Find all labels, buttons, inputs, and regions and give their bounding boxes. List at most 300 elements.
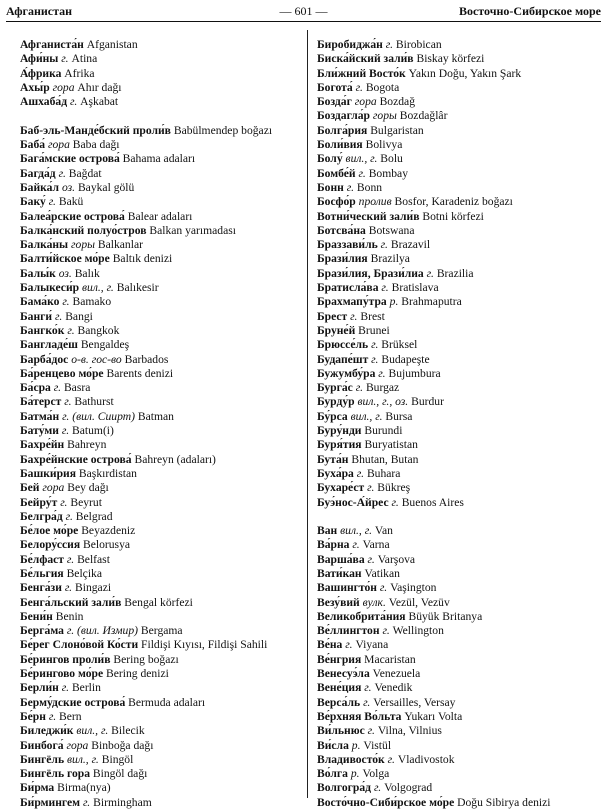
dictionary-entry [20, 181, 300, 195]
entry-translation: Beyazdeniz [81, 524, 136, 538]
entry-translation: Biskay körfezi [416, 52, 485, 66]
entry-headword: Бурга́с [317, 381, 353, 395]
entry-grammar-label: вулк. [362, 595, 386, 609]
dictionary-entry [317, 238, 602, 252]
entry-translation: Volga [362, 767, 390, 781]
entry-translation: Bolivya [365, 138, 403, 152]
dictionary-entry [20, 681, 300, 695]
entry-translation: Bingöl [101, 752, 134, 766]
entry-translation: Balkanlar [97, 238, 143, 252]
dictionary-entry [317, 410, 602, 424]
dictionary-entry [317, 267, 602, 281]
entry-translation: Vatikan [364, 566, 400, 580]
entry-grammar-label: о-в. гос-во [71, 352, 122, 366]
dictionary-entry [317, 367, 602, 381]
dictionary-entry [20, 152, 300, 166]
entry-grammar-label: г. [60, 495, 68, 509]
entry-grammar-label: г. [381, 281, 389, 295]
entry-translation: Bamako [72, 295, 112, 309]
dictionary-entry [317, 438, 602, 452]
dictionary-entry [317, 138, 602, 152]
entry-headword: Болу́ [317, 152, 343, 166]
entry-headword: Бама́ко [20, 295, 60, 309]
entry-translation: Balkan yarımadası [149, 223, 236, 237]
entry-headword: Батма́н [20, 409, 60, 423]
entry-headword: Владивосто́к [317, 752, 385, 766]
dictionary-entry [20, 310, 300, 324]
entry-headword: Богота́ [317, 80, 353, 94]
entry-headword: Брахмапу́тра [317, 295, 387, 309]
entry-headword: Бу́рса [317, 409, 348, 423]
entry-headword: Бруне́й [317, 323, 356, 337]
entry-translation: Bilecik [111, 724, 145, 738]
dictionary-entry [317, 152, 602, 166]
entry-grammar-label: г. [387, 752, 395, 766]
dictionary-entry [20, 167, 300, 181]
entry-headword: Баба́ [20, 138, 46, 152]
entry-grammar-label: вил., г. [66, 752, 99, 766]
dictionary-entry [20, 38, 300, 52]
entry-translation: Binboğa dağı [91, 738, 154, 752]
entry-grammar-label: оз. [58, 266, 72, 280]
entry-translation: Batum(i) [72, 424, 114, 438]
entry-translation: Bengal körfezi [124, 595, 193, 609]
entry-translation: Budapeşte [381, 352, 430, 366]
entry-headword: Бе́рн [20, 709, 46, 723]
entry-translation: Fildişi Kıyısı, Fildişi Sahili [141, 638, 268, 652]
dictionary-entry [20, 781, 300, 795]
entry-translation: Vistül [363, 738, 392, 752]
entry-translation: Van [374, 524, 393, 538]
entry-translation: Birma(nya) [57, 781, 111, 795]
entry-headword: Бомбе́й [317, 166, 356, 180]
entry-translation: Bratislava [391, 281, 439, 295]
entry-translation: Versailles, Versay [373, 695, 456, 709]
entry-translation: Bhutan, Butan [351, 452, 419, 466]
entry-translation: Benin [55, 609, 84, 623]
entry-grammar-label: г. [367, 481, 375, 495]
entry-headword: Ве́на [317, 638, 343, 652]
dictionary-entry [20, 510, 300, 524]
entry-headword: Берму́дские острова́ [20, 695, 126, 709]
entry-headword: Великобрита́ния [317, 609, 406, 623]
entry-grammar-label: г. [371, 352, 379, 366]
entry-translation: Bolu [380, 152, 403, 166]
entry-translation: Bağdat [68, 166, 102, 180]
dictionary-entry [20, 367, 300, 381]
entry-headword: Ба́сра [20, 381, 51, 395]
entry-translation: Bakü [58, 195, 84, 209]
entry-grammar-label: г. [64, 581, 73, 595]
entry-headword: Ван [317, 524, 338, 538]
entry-translation: Bergama [140, 624, 183, 638]
dictionary-entry [20, 324, 300, 338]
column-divider [307, 30, 308, 798]
entry-translation: Burgaz [365, 381, 400, 395]
entry-translation: Bükreş [377, 481, 411, 495]
entry-headword: Бе́лфаст [20, 552, 64, 566]
dictionary-entry [317, 524, 602, 538]
entry-grammar-label: г. [364, 681, 372, 695]
entry-headword: Ва́рна [317, 538, 350, 552]
entry-translation: Varna [362, 538, 390, 552]
entry-headword: Буру́нди [317, 424, 362, 438]
entry-headword: Бингёль гора [20, 767, 90, 781]
entry-headword: Барба́дос [20, 352, 69, 366]
dictionary-entry [317, 567, 602, 581]
entry-headword: Бута́н [317, 452, 349, 466]
entry-grammar-label: г. [53, 381, 62, 395]
entry-grammar-label: пролив [358, 195, 392, 209]
entry-translation: Afrika [64, 66, 95, 80]
entry-headword: Банги́ [20, 309, 53, 323]
entry-translation: Bingazi [75, 581, 112, 595]
dictionary-entry [20, 124, 300, 138]
entry-grammar-label: гора [47, 138, 70, 152]
entry-headword: Бангко́к [20, 323, 65, 337]
dictionary-entry [317, 553, 602, 567]
dictionary-entry [317, 753, 602, 767]
entry-headword: Ве́ллингтон [317, 624, 380, 638]
entry-translation: Viyana [355, 638, 389, 652]
entry-headword: Балеа́рские острова́ [20, 209, 125, 223]
header-right-guideword: Восточно-Сибирское море [458, 4, 601, 18]
dictionary-entry [20, 224, 300, 238]
entry-translation: Bosfor, Karadeniz boğazı [394, 195, 513, 209]
dictionary-entry [317, 67, 602, 81]
entry-headword: Балыкеси́р [20, 281, 80, 295]
entry-translation: Bey dağı [67, 481, 109, 495]
entry-headword: Брази́лия [317, 252, 368, 266]
dictionary-entry [317, 767, 602, 781]
entry-translation: Brahmaputra [401, 295, 462, 309]
entry-headword: Брази́лия, Брази́лиа [317, 266, 424, 280]
entry-headword: Буэ́нос-А́йрес [317, 495, 389, 509]
entry-headword: Би́рма [20, 781, 55, 795]
entry-grammar-label: гора [66, 738, 89, 752]
entry-headword: Верса́ль [317, 695, 361, 709]
entry-translation: Bern [59, 709, 82, 723]
entry-headword: Ви́сла [317, 738, 349, 752]
dictionary-entry [317, 324, 602, 338]
entry-headword: Болга́рия [317, 123, 368, 137]
dictionary-entry [20, 238, 300, 252]
entry-headword: Балти́йское мо́ре [20, 252, 110, 266]
entry-grammar-label: г. [382, 624, 390, 638]
entry-headword: Афганиста́н [20, 38, 84, 51]
entry-translation: Bozdağlâr [399, 109, 448, 123]
dictionary-entry [20, 67, 300, 81]
entry-headword: Ба́терст [20, 395, 62, 409]
page-header [6, 4, 601, 20]
entry-headword: Бахре́йн [20, 438, 65, 452]
entry-translation: Bangi [65, 309, 93, 323]
dictionary-entry [317, 653, 602, 667]
entry-grammar-label: г. [385, 38, 394, 51]
dictionary-entry [20, 710, 300, 724]
dictionary-entry [317, 638, 602, 652]
entry-translation: Brüksel [381, 338, 418, 352]
entry-headword: Боздагла́р [317, 109, 370, 123]
entry-headword: Биробиджа́н [317, 38, 383, 51]
entry-grammar-label: горы [71, 238, 95, 252]
entry-grammar-label: г. [367, 724, 375, 738]
entry-translation: Botni körfezi [422, 209, 484, 223]
entry-translation: Buryatistan [364, 438, 418, 452]
entry-translation: Venedik [374, 681, 413, 695]
dictionary-entry [20, 496, 300, 510]
entry-grammar-label: гора [52, 80, 75, 94]
entry-headword: Бенга́зи [20, 581, 62, 595]
entry-translation: Brazilia [436, 266, 474, 280]
entry-headword: Бе́рег Слоно́вой Ко́сти [20, 638, 139, 652]
dictionary-entry [20, 424, 300, 438]
dictionary-entry [20, 195, 300, 209]
entry-translation: Büyük Britanya [408, 609, 483, 623]
entry-grammar-label: г. [66, 552, 75, 566]
entry-grammar-label: г. [67, 323, 75, 337]
entry-headword: Брюссе́ль [317, 338, 369, 352]
dictionary-entry [20, 438, 300, 452]
entry-translation: Afganistan [86, 38, 138, 51]
dictionary-entry [20, 696, 300, 710]
dictionary-entry [20, 796, 300, 810]
entry-headword: Boтни́ческий зали́в [317, 209, 420, 223]
dictionary-entry [20, 453, 300, 467]
entry-grammar-label: г. [373, 781, 382, 795]
dictionary-entry [20, 638, 300, 652]
entry-headword: Бе́рингово мо́ре [20, 667, 104, 681]
entry-headword: Бозда́г [317, 95, 352, 109]
entry-grammar-label: горы [372, 109, 397, 123]
right-column [317, 38, 602, 810]
entry-translation: Belorusya [83, 538, 131, 552]
entry-grammar-label: г. [350, 309, 358, 323]
dictionary-entry [317, 124, 602, 138]
entry-headword: Бахре́йнские острова́ [20, 452, 132, 466]
entry-translation: Bogota [365, 80, 400, 94]
letter-section-gap [317, 510, 602, 524]
entry-headword: Бли́жний Восто́к [317, 66, 406, 80]
entry-grammar-label: г. [358, 166, 366, 180]
entry-headword: Бужумбу́ра [317, 366, 376, 380]
dictionary-entry [317, 467, 602, 481]
entry-headword: Бурду́р [317, 395, 355, 409]
entry-headword: Во́лга [317, 767, 348, 781]
entry-grammar-label: вил., г. [81, 281, 114, 295]
entry-translation: Berlin [71, 681, 101, 695]
dictionary-entry [317, 710, 602, 724]
entry-headword: Балка́ны [20, 238, 69, 252]
dictionary-entry [317, 581, 602, 595]
entry-translation: Burundi [364, 424, 403, 438]
entry-headword: А́фрика [20, 66, 62, 80]
dictionary-entry [20, 95, 300, 109]
dictionary-entry [317, 353, 602, 367]
entry-translation: Doğu Sibirya denizi [457, 795, 551, 809]
entry-grammar-label: р. [351, 738, 361, 752]
entry-headword: Бенга́льский зали́в [20, 595, 122, 609]
entry-translation: Vaşington [390, 581, 437, 595]
entry-headword: Бингёль [20, 752, 65, 766]
entry-grammar-label: г. [378, 366, 386, 380]
entry-translation: Babülmendep boğazı [173, 123, 273, 137]
dictionary-entry [317, 610, 602, 624]
entry-headword: Ве́рхняя Во́льта [317, 709, 402, 723]
entry-headword: Биска́йский зали́в [317, 52, 414, 66]
entry-headword: Башки́рия [20, 466, 77, 480]
entry-translation: Bahama adaları [122, 152, 196, 166]
entry-translation: Bulgaristan [370, 123, 424, 137]
entry-headword: Вашингто́н [317, 581, 377, 595]
dictionary-entry [20, 138, 300, 152]
entry-headword: Белору́ссия [20, 538, 81, 552]
entry-grammar-label: вил., г., оз. [357, 395, 409, 409]
entry-translation: Bering boğazı [113, 652, 179, 666]
entry-headword: Белгра́д [20, 509, 63, 523]
dictionary-entry [20, 667, 300, 681]
dictionary-entry [317, 781, 602, 795]
dictionary-entry [20, 581, 300, 595]
entry-grammar-label: г. [346, 180, 355, 194]
dictionary-entry [20, 81, 300, 95]
entry-headword: Бейру́т [20, 495, 58, 509]
entry-translation: Brunei [358, 323, 390, 337]
entry-headword: Братисла́ва [317, 281, 379, 295]
entry-headword: Багда́д [20, 166, 56, 180]
entry-translation: Venezuela [372, 667, 421, 681]
entry-grammar-label: г. [82, 795, 91, 809]
dictionary-entry [20, 538, 300, 552]
entry-headword: Босфо́р [317, 195, 356, 209]
entry-grammar-label: г. [69, 95, 78, 109]
entry-translation: Birmingham [93, 795, 152, 809]
entry-translation: Brazavil [390, 238, 431, 252]
dictionary-entry [20, 596, 300, 610]
entry-translation: Aşkabat [80, 95, 119, 109]
entry-headword: Бе́лое мо́ре [20, 524, 79, 538]
entry-headword: Бату́ми [20, 424, 59, 438]
entry-grammar-label: г. [371, 338, 379, 352]
entry-translation: Belgrad [75, 509, 113, 523]
dictionary-entry [20, 338, 300, 352]
entry-translation: Vezül, Vezüv [388, 595, 450, 609]
dictionary-entry [317, 95, 602, 109]
dictionary-entry [317, 724, 602, 738]
entry-headword: Ашхаба́д [20, 95, 68, 109]
entry-grammar-label: г. [391, 495, 399, 509]
entry-translation: Bozdağ [379, 95, 415, 109]
entry-translation: Başkırdistan [78, 466, 137, 480]
dictionary-entry [20, 252, 300, 266]
dictionary-entry [20, 410, 300, 424]
entry-translation: Basra [63, 381, 91, 395]
entry-grammar-label: оз. [61, 180, 76, 194]
entry-translation: Bahreyn [67, 438, 107, 452]
entry-translation: Bangkok [77, 323, 120, 337]
entry-headword: Баб-эль-Манде́бский проли́в [20, 123, 171, 137]
dictionary-entry [317, 681, 602, 695]
entry-grammar-label: г. (вил. Сиирт) [62, 409, 135, 423]
entry-headword: Ахы́р [20, 80, 50, 94]
entry-translation: Bengaldeş [80, 338, 130, 352]
entry-headword: Ви́льнюс [317, 724, 365, 738]
entry-headword: Браззави́ль [317, 238, 378, 252]
entry-grammar-label: г. [355, 80, 363, 94]
entry-headword: Бени́н [20, 609, 53, 623]
entry-grammar-label: г. [61, 424, 70, 438]
dictionary-entry [20, 767, 300, 781]
dictionary-entry [317, 424, 602, 438]
dictionary-entry [317, 281, 602, 295]
dictionary-entry [20, 739, 300, 753]
entry-translation: Balık [74, 266, 100, 280]
entry-translation: Brazilya [370, 252, 410, 266]
entry-translation: Yukarı Volta [404, 709, 463, 723]
dictionary-entry [317, 295, 602, 309]
entry-translation: Barbados [124, 352, 169, 366]
entry-headword: Восто́чно-Сиби́рское мо́ре [317, 795, 455, 809]
entry-grammar-label: р. [350, 767, 360, 781]
entry-headword: Бей [20, 481, 40, 495]
entry-headword: Бе́рингов проли́в [20, 652, 111, 666]
letter-section-gap [20, 109, 300, 123]
dictionary-entry [20, 567, 300, 581]
entry-grammar-label: г. [58, 166, 66, 180]
entry-headword: Биледжи́к [20, 724, 74, 738]
entry-grammar-label: гора [354, 95, 377, 109]
entry-headword: Бинбога́ [20, 738, 64, 752]
dictionary-entry [317, 496, 602, 510]
entry-translation: Ahır dağı [77, 80, 122, 94]
dictionary-entry [317, 481, 602, 495]
entry-grammar-label: р. [389, 295, 399, 309]
dictionary-entry [20, 724, 300, 738]
entry-grammar-label: г. [345, 638, 353, 652]
entry-grammar-label: г. [48, 709, 57, 723]
entry-headword: Бага́мские острова́ [20, 152, 120, 166]
entry-grammar-label: г. [48, 195, 56, 209]
entry-translation: Buhara [366, 466, 401, 480]
entry-grammar-label: г. [426, 266, 434, 280]
entry-grammar-label: гора [42, 481, 65, 495]
dictionary-entry [20, 353, 300, 367]
entry-translation: Birobican [395, 38, 442, 51]
entry-grammar-label: вил., г. [340, 524, 372, 538]
entry-headword: Волгогра́д [317, 781, 372, 795]
entry-translation: Baba dağı [72, 138, 120, 152]
entry-headword: Бе́льгия [20, 566, 64, 580]
entry-translation: Buenos Aires [401, 495, 464, 509]
entry-grammar-label: вил., г. [345, 152, 378, 166]
entry-grammar-label: г. [55, 309, 63, 323]
dictionary-entry [317, 667, 602, 681]
dictionary-entry [317, 224, 602, 238]
entry-grammar-label: г. [367, 552, 375, 566]
dictionary-entry [317, 195, 602, 209]
entry-headword: Бухаре́ст [317, 481, 365, 495]
entry-grammar-label: г. [61, 681, 70, 695]
dictionary-entry [317, 210, 602, 224]
dictionary-entry [317, 109, 602, 123]
entry-translation: Yakın Doğu, Yakın Şark [408, 66, 522, 80]
left-column [20, 38, 300, 810]
dictionary-entry [20, 653, 300, 667]
entry-translation: Batman [137, 409, 174, 423]
entry-grammar-label: г. [363, 695, 371, 709]
entry-translation: Brest [360, 309, 385, 323]
entry-headword: Бангладе́ш [20, 338, 78, 352]
